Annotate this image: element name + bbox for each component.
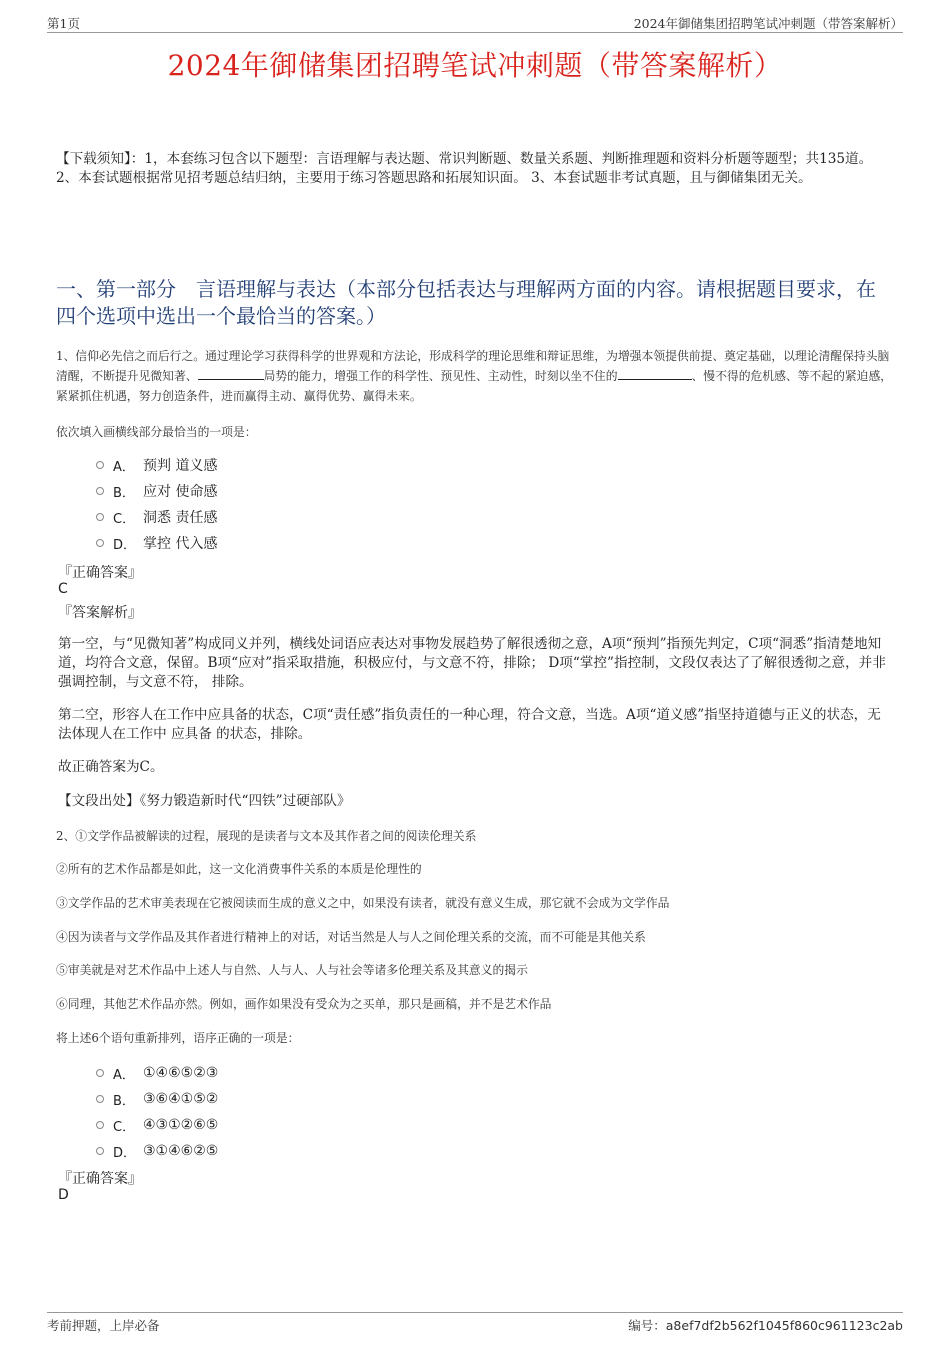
footer-serial-code: a8ef7df2b562f1045f860c961123c2ab <box>665 1318 903 1333</box>
question-2-instruction: 将上述6个语句重新排列，语序正确的一项是： <box>56 1031 300 1045</box>
question-1-analysis-1: 第一空，与“见微知著”构成同义并列，横线处词语应表达对事物发展趋势了解很透彻之意，A项“预判”指预先判定，C项“洞悉”指清楚地知道，均符合文意，保留。B项“应对”指采取措施，积极应付，与文意不符，排除； D项“掌控”指控制，文段仅表达了了解很透彻之意，并非强调控制，与文意不符， 排除。 <box>58 636 886 690</box>
question-2-line-6: ⑥同理，其他艺术作品亦然。例如，画作如果没有受众为之买单，那只是画稿，并不是艺术作品 <box>56 997 552 1011</box>
question-2-answer-label: 『正确答案』 <box>58 1171 142 1187</box>
question-1-option-b[interactable] <box>96 478 217 504</box>
question-2-line-3: ③文学作品的艺术审美表现在它被阅读而生成的意义之中，如果没有读者，就没有意义生成，那它就不会成为文学作品 <box>56 896 670 910</box>
option-text: 应对 使命感 <box>143 484 218 500</box>
question-2-option-b[interactable] <box>96 1086 218 1112</box>
section-heading: 一、第一部分 言语理解与表达（本部分包括表达与理解两方面的内容。请根据题目要求，在四个选项中选出一个最恰当的答案。） <box>56 277 876 328</box>
question-1-source: 【文段出处】《努力锻造新时代“四铁”过硬部队》 <box>58 793 351 809</box>
question-2-line-1: 2、①文学作品被解读的过程，展现的是读者与文本及其作者之间的阅读伦理关系 <box>56 829 477 843</box>
header-doc-title: 2024年御储集团招聘笔试冲刺题（带答案解析） <box>633 16 903 31</box>
question-2-options <box>96 1060 218 1164</box>
option-letter: C． <box>113 1119 136 1135</box>
page-footer <box>47 1312 903 1333</box>
page-number: 第1页 <box>47 16 80 31</box>
blank-2 <box>618 367 692 380</box>
radio-icon[interactable] <box>96 539 104 547</box>
option-letter: D． <box>113 537 137 553</box>
question-1-conclusion: 故正确答案为C。 <box>58 759 164 775</box>
radio-icon[interactable] <box>96 1147 104 1155</box>
footer-serial-label: 编号： <box>628 1318 666 1333</box>
option-letter: C． <box>113 511 136 527</box>
option-letter: B． <box>113 1093 135 1109</box>
option-letter: B． <box>113 485 135 501</box>
blank-1 <box>198 367 264 380</box>
radio-icon[interactable] <box>96 1095 104 1103</box>
question-1-instruction: 依次填入画横线部分最恰当的一项是： <box>56 425 257 439</box>
footer-slogan: 考前押题，上岸必备 <box>47 1318 160 1333</box>
download-notice: 【下载须知】：1，本套练习包含以下题型：言语理解与表达题、常识判断题、数量关系题、判断推理题和资料分析题等题型；共135道。 2、本套试题根据常见招考题总结归纳，主要用于练习答题思路和拓展知识面。 3、本套试题非考试真题，且与御储集团无关。 <box>56 151 873 186</box>
option-text: ③①④⑥②⑤ <box>143 1143 219 1159</box>
question-1-answer-label: 『正确答案』 <box>58 565 142 581</box>
radio-icon[interactable] <box>96 513 104 521</box>
question-1-text-part-a: 1、信仰必先信之而后行之。通过理论学习获得科学的世界观和方法论，形成科学的理论思维和辩证思维，为增强本领提供前提、奠定基础，以理论清醒保持头脑清醒，不断提升见微知著、 <box>56 349 890 383</box>
question-2-line-4: ④因为读者与文学作品及其作者进行精神上的对话，对话当然是人与人之间伦理关系的交流，而不可能是其他关系 <box>56 930 646 944</box>
question-2-answer: D <box>58 1187 69 1203</box>
radio-icon[interactable] <box>96 487 104 495</box>
question-1-text-part-c: 、慢不得的危机感、等不起的紧迫感，紧紧抓住机遇，努力创造条件，进而赢得主动、赢得优势、赢得未来。 <box>56 369 893 403</box>
option-letter: A． <box>113 1067 135 1083</box>
question-1-option-c[interactable] <box>96 504 217 530</box>
question-2-line-2: ②所有的艺术作品都是如此，这一文化消费事件关系的本质是伦理性的 <box>56 862 422 876</box>
radio-icon[interactable] <box>96 1121 104 1129</box>
option-text: 掌控 代入感 <box>143 536 218 552</box>
question-2-line-5: ⑤审美就是对艺术作品中上述人与自然、人与人、人与社会等诸多伦理关系及其意义的揭示 <box>56 963 528 977</box>
option-text: 洞悉 责任感 <box>143 510 218 526</box>
question-1-answer: C <box>58 581 68 597</box>
option-text: ①④⑥⑤②③ <box>143 1065 219 1081</box>
question-2-option-c[interactable] <box>96 1112 218 1138</box>
option-text: ③⑥④①⑤② <box>143 1091 219 1107</box>
radio-icon[interactable] <box>96 1069 104 1077</box>
question-2-option-d[interactable] <box>96 1138 218 1164</box>
option-letter: D． <box>113 1145 137 1161</box>
question-1-options <box>96 452 217 556</box>
question-1-analysis-label: 『答案解析』 <box>58 605 142 621</box>
question-1-option-d[interactable] <box>96 530 217 556</box>
page-header <box>47 14 903 33</box>
option-text: ④③①②⑥⑤ <box>143 1117 219 1133</box>
document-title: 2024年御储集团招聘笔试冲刺题（带答案解析） <box>167 49 783 82</box>
option-letter: A． <box>113 459 135 475</box>
radio-icon[interactable] <box>96 461 104 469</box>
question-2-option-a[interactable] <box>96 1060 218 1086</box>
question-1-option-a[interactable] <box>96 452 217 478</box>
option-text: 预判 道义感 <box>143 458 218 474</box>
question-1-analysis-2: 第二空，形容人在工作中应具备的状态，C项“责任感”指负责任的一种心理，符合文意，当选。A项“道义感”指坚持道德与正义的状态，无法体现人在工作中 应具备 的状态，排除。 <box>58 707 881 742</box>
question-1-text-part-b: 局势的能力，增强工作的科学性、预见性、主动性，时刻以坐不住的 <box>263 369 618 383</box>
question-1-text <box>56 346 894 406</box>
footer-serial <box>628 1316 903 1334</box>
